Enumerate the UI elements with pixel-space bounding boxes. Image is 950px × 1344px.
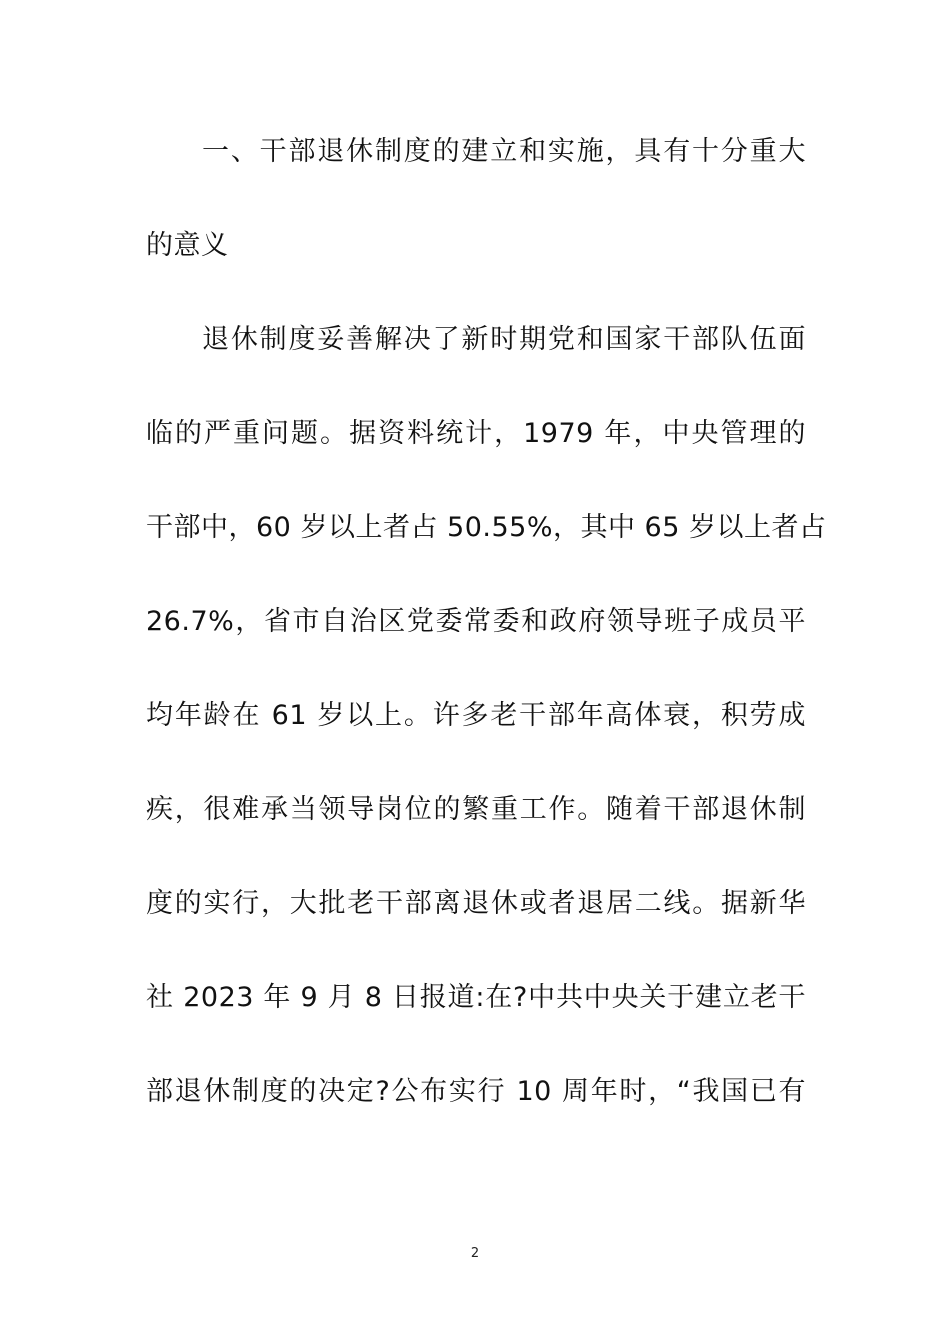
- body-text-line: 26.7%，省市自治区党委常委和政府领导班子成员平: [146, 606, 806, 637]
- section-heading-line-1: 一、干部退休制度的建立和实施，具有十分重大: [202, 136, 806, 167]
- body-text-line: 干部中，60 岁以上者占 50.55%，其中 65 岁以上者占: [146, 512, 827, 543]
- body-text-line: 临的严重问题。据资料统计，1979 年，中央管理的: [146, 418, 806, 449]
- body-text-line: 疾，很难承当领导岗位的繁重工作。随着干部退休制: [146, 794, 806, 825]
- body-text-line: 均年龄在 61 岁以上。许多老干部年高体衰，积劳成: [146, 700, 806, 731]
- body-text-line: 度的实行，大批老干部离退休或者退居二线。据新华: [146, 888, 806, 919]
- section-heading-line-2: 的意义: [146, 230, 229, 261]
- body-text-line: 社 2023 年 9 月 8 日报道:在?中共中央关于建立老干: [146, 982, 806, 1013]
- page-number: 2: [470, 1246, 480, 1261]
- body-text-line: 部退休制度的决定?公布实行 10 周年时，“我国已有: [146, 1076, 806, 1107]
- body-text-line: 退休制度妥善解决了新时期党和国家干部队伍面: [202, 324, 806, 355]
